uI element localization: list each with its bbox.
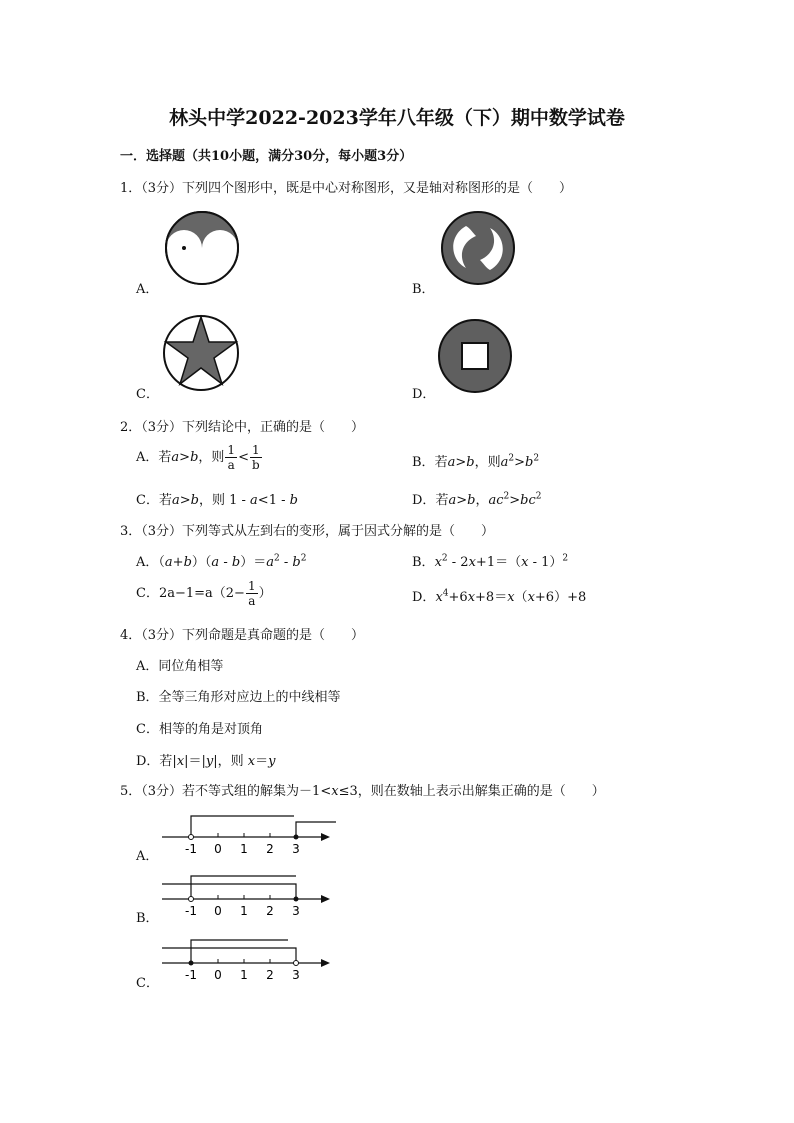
q2-option-d: D．若a>b，$ac^2>bc^2$ [412,491,542,508]
tick-label: -1 [185,842,197,856]
q1-option-b-label: B． [412,282,435,297]
q5-option-b-label: B． [136,911,159,926]
q5-option-a-label: A． [136,849,159,864]
q1-figure-a-taiji [160,208,250,288]
tick-label: 3 [292,842,300,856]
tick-label: 2 [266,904,274,918]
q1-figure-b-swirl [436,208,526,288]
question-3-stem: 3．（3分）下列等式从左到右的变形，属于因式分解的是（ ） [120,524,495,539]
q2-option-c: C．若a>b，则 1 - a<1 - b [136,493,298,508]
q4-option-c: C．相等的角是对顶角 [136,722,263,737]
tick-label: 3 [292,904,300,918]
q4-option-d: D．若|x|＝|y|，则 x＝y [136,754,276,769]
fraction-1-over-a: $\frac{1}{a}$ [247,579,256,608]
q3-option-c: C．2a−1=a（2− $\frac{1}{a}$ ） [136,579,272,608]
tick-label: 1 [240,968,248,982]
tick-label: 3 [292,968,300,982]
q4-option-b: B．全等三角形对应边上的中线相等 [136,690,341,705]
question-2-stem: 2．（3分）下列结论中，正确的是（ ） [120,420,365,435]
q5-number-line-c [160,934,340,982]
tick-label: -1 [185,904,197,918]
fraction-1-over-b: $\frac{1}{b}$ [251,443,260,472]
question-5-stem: 5．（3分）若不等式组的解集为－1<x≤3，则在数轴上表示出解集正确的是（ ） [120,784,605,799]
q1-option-a-label: A． [136,282,159,297]
q5-number-line-a [160,808,340,856]
tick-label: 2 [266,968,274,982]
q3-option-b: B．$x^2 - 2x+1=(x - 1)^2$ [412,553,569,570]
tick-label: 2 [266,842,274,856]
fraction-1-over-a: $\frac{1}{a}$ [227,443,236,472]
q5-option-c-label: C． [136,976,159,991]
tick-label: 0 [214,904,222,918]
tick-label: 0 [214,842,222,856]
q5-number-line-b [160,870,340,918]
q1-figure-c-star [160,312,250,396]
q2-option-b: B．若a>b，则$a^2>b^2$ [412,453,540,470]
question-1-stem: 1．（3分）下列四个图形中，既是中心对称图形，又是轴对称图形的是（ ） [120,181,573,196]
q1-figure-d-coin [434,318,524,398]
q1-option-d-label: D． [412,387,436,402]
q3-option-a: A．$(a+b)(a - b)=a^2 - b^2$ [136,553,307,570]
q2-option-a: A．若a>b，则 $\frac{1}{a}$ < $\frac{1}{b}$ [136,443,260,472]
page-title: 林头中学2022-2023学年八年级（下）期中数学试卷 [169,107,625,129]
q3-option-d: D．$x^4+6x+8=x(x+6)+8$ [412,588,587,605]
tick-label: 1 [240,904,248,918]
question-4-stem: 4．（3分）下列命题是真命题的是（ ） [120,628,365,643]
q1-option-c-label: C． [136,387,159,402]
q4-option-a: A．同位角相等 [136,659,224,674]
section-heading: 一．选择题（共10小题，满分30分，每小题3分） [120,149,413,164]
tick-label: 1 [240,842,248,856]
tick-label: -1 [185,968,197,982]
tick-label: 0 [214,968,222,982]
